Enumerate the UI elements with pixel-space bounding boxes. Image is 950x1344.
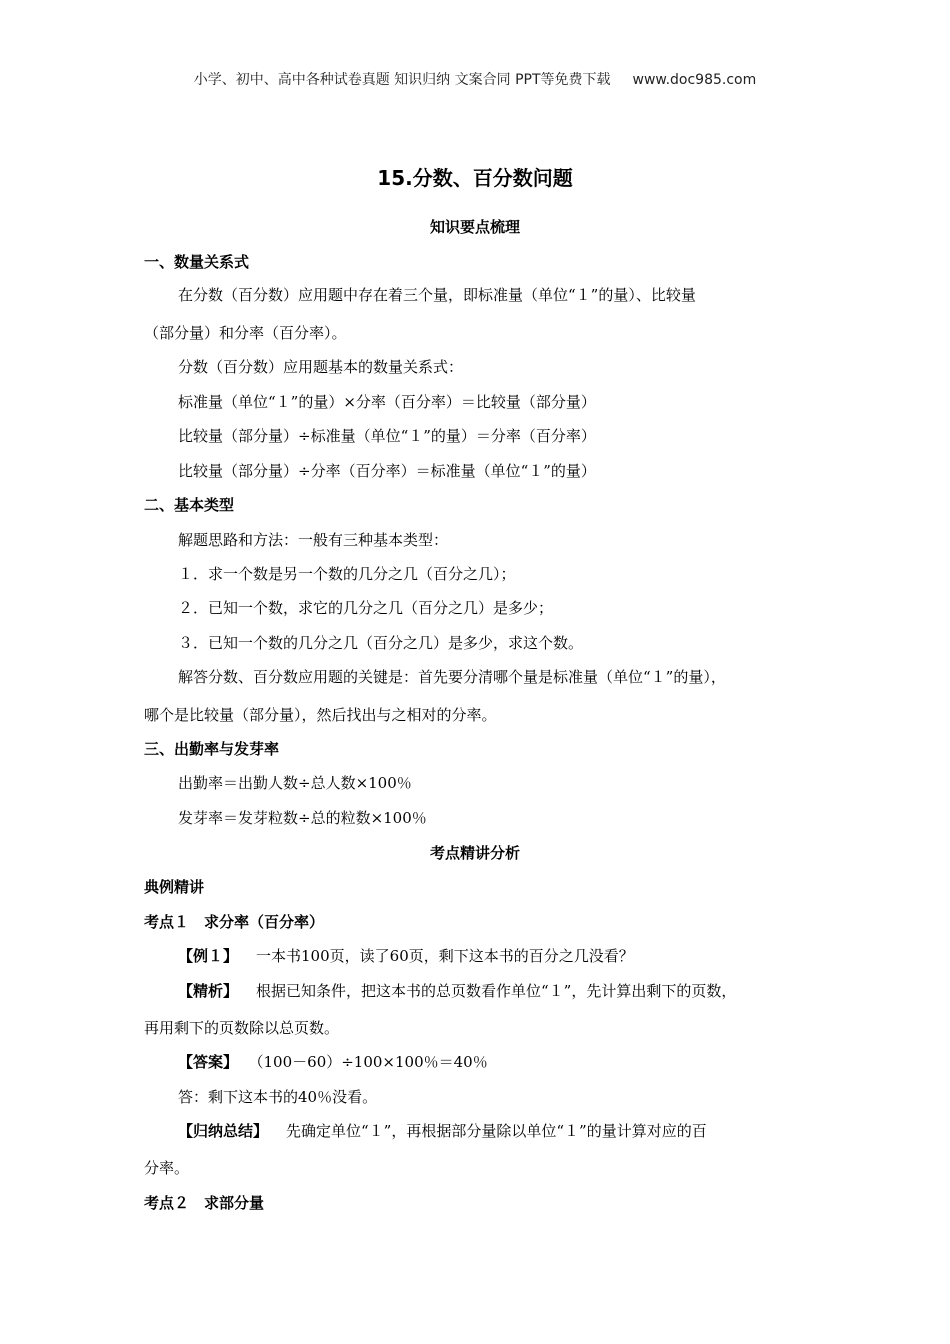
- k1-analysis: [178, 981, 736, 1001]
- s1-paragraph-1b: （部分量）和分率（百分率）。: [144, 324, 347, 342]
- section-title-analysis: 考点精讲分析: [429, 844, 520, 862]
- s1-heading: 一、数量关系式: [144, 253, 250, 271]
- header-url[interactable]: www.doc985.com: [632, 72, 757, 88]
- k1-analysis-text: 根据已知条件，把这本书的总页数看作单位“１”，先计算出剩下的页数，: [256, 982, 737, 1000]
- k1-analysis-tag: 【精析】: [178, 982, 239, 1000]
- k1-summary-text: 先确定单位“１”，再根据部分量除以单位“１”的量计算对应的百: [286, 1122, 707, 1140]
- k1-answer: [178, 1052, 488, 1072]
- k1-example: [178, 946, 634, 966]
- s2-item-2: ２．已知一个数，求它的几分之几（百分之几）是多少；: [178, 599, 554, 617]
- s1-paragraph-2: 分数（百分数）应用题基本的数量关系式：: [178, 358, 464, 376]
- k1-answer-text: （100－60）÷100×100％＝40％: [256, 1053, 488, 1071]
- k1-summary-2: 分率。: [144, 1159, 190, 1177]
- k1-example-text: 一本书100页，读了60页，剩下这本书的百分之几没看？: [256, 947, 634, 965]
- k1-answer-tag: 【答案】: [178, 1053, 239, 1071]
- s1-formula-1: 标准量（单位“１”的量）×分率（百分率）＝比较量（部分量）: [178, 393, 596, 411]
- s2-item-1: １．求一个数是另一个数的几分之几（百分之几）；: [178, 565, 516, 583]
- s2-paragraph-2a: 解答分数、百分数应用题的关键是：首先要分清哪个量是标准量（单位“１”的量），: [178, 668, 726, 686]
- s1-paragraph-1a: [178, 285, 806, 305]
- k1-summary-tag: 【归纳总结】: [178, 1122, 269, 1140]
- s2-item-3: ３．已知一个数的几分之几（百分之几）是多少，求这个数。: [178, 634, 584, 652]
- k2-heading: 考点２ 求部分量: [144, 1194, 265, 1212]
- s3-heading: 三、出勤率与发芽率: [144, 740, 280, 758]
- s2-paragraph-1: 解题思路和方法：一般有三种基本类型：: [178, 531, 449, 549]
- s1-formula-2: 比较量（部分量）÷标准量（单位“１”的量）＝分率（百分率）: [178, 427, 596, 445]
- s2-heading: 二、基本类型: [144, 496, 235, 514]
- k1-reply: 答：剩下这本书的40％没看。: [178, 1088, 378, 1106]
- examples-heading: 典例精讲: [144, 878, 205, 896]
- header-text: 小学、初中、高中各种试卷真题 知识归纳 文案合同 PPT等免费下载: [193, 72, 611, 88]
- k1-summary: [178, 1121, 707, 1141]
- k1-heading: 考点１ 求分率（百分率）: [144, 913, 325, 931]
- s1-formula-3: 比较量（部分量）÷分率（百分率）＝标准量（单位“１”的量）: [178, 462, 596, 480]
- s1-paragraph-1a-text: 在分数（百分数）应用题中存在着三个量，即标准量（单位“１”的量）、比较量: [178, 286, 696, 304]
- k1-example-tag: 【例１】: [178, 947, 239, 965]
- section-title-summary: 知识要点梳理: [429, 218, 520, 236]
- k1-analysis-2: 再用剩下的页数除以总页数。: [144, 1019, 340, 1037]
- document-title: 15.分数、百分数问题: [377, 166, 573, 190]
- page-header: [0, 69, 950, 89]
- s3-formula-1: 出勤率＝出勤人数÷总人数×100％: [178, 774, 412, 792]
- s2-paragraph-2b: 哪个是比较量（部分量），然后找出与之相对的分率。: [144, 706, 497, 724]
- s3-formula-2: 发芽率＝发芽粒数÷总的粒数×100％: [178, 809, 427, 827]
